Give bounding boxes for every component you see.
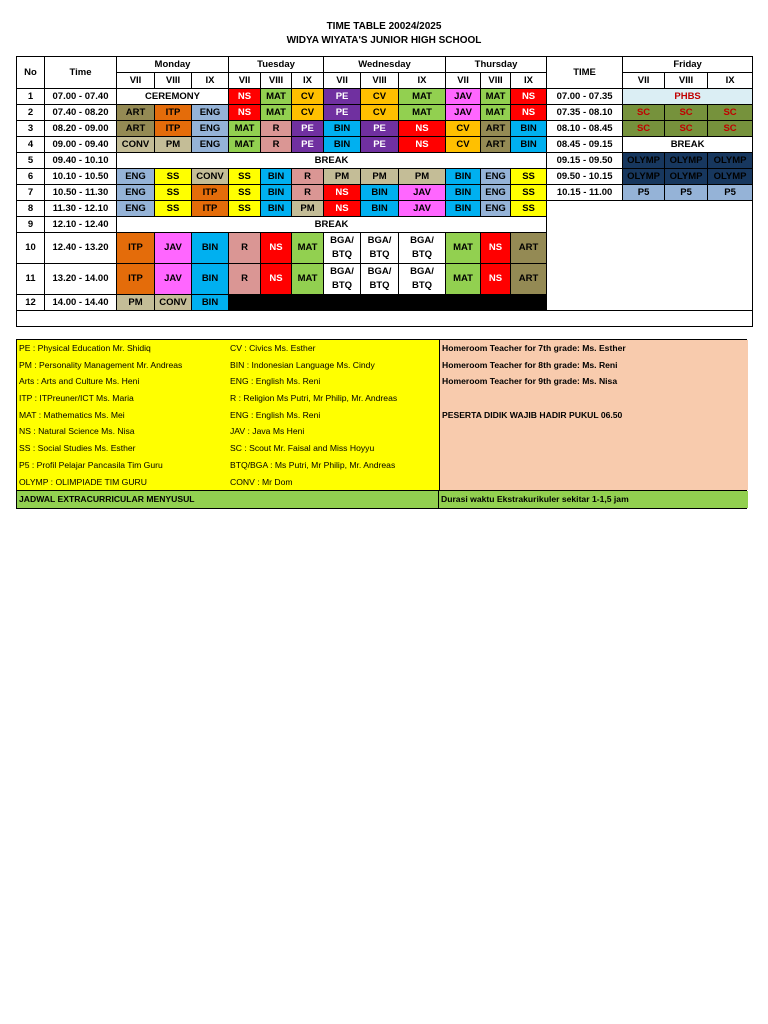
friday-cell: OLYMP [623,169,665,185]
row-time: 12.10 - 12.40 [45,217,117,233]
friday-time: 07.00 - 07.35 [547,89,623,105]
legend-item: Arts : Arts and Culture Ms. Heni [17,373,228,390]
subject-cell: SS [155,185,192,201]
row-time: 09.00 - 09.40 [45,137,117,153]
subject-cell: JAV [399,201,446,217]
subject-cell: ENG [481,201,511,217]
row-time: 09.40 - 10.10 [45,153,117,169]
homeroom-note: Homeroom Teacher for 8th grade: Ms. Reni [439,357,748,374]
legend-item: MAT : Mathematics Ms. Mei [17,407,228,424]
grade-header: VIII [481,73,511,89]
row-time: 12.40 - 13.20 [45,233,117,264]
spacer-row [17,311,753,327]
row-number: 12 [17,295,45,311]
friday-cell: PHBS [623,89,753,105]
subject-cell: NS [324,201,361,217]
friday-cell: OLYMP [665,153,708,169]
subject-cell: NS [481,233,511,264]
subject-cell: BGA/ BTQ [361,233,399,264]
row-number: 3 [17,121,45,137]
subject-cell: NS [324,185,361,201]
subject-cell: BGA/ BTQ [399,233,446,264]
friday-cell: SC [665,121,708,137]
subject-cell: CONV [155,295,192,311]
legend-item: P5 : Profil Pelajar Pancasila Tim Guru [17,457,228,474]
subject-cell: ITP [117,264,155,295]
subject-cell: PE [292,121,324,137]
grade-header: IX [292,73,324,89]
grade-header: IX [708,73,753,89]
subject-cell: BIN [261,201,292,217]
legend-item: SC : Scout Mr. Faisal and Miss Hoyyu [228,440,439,457]
subject-cell: CONV [117,137,155,153]
timetable-title: TIME TABLE 20024/2025 [326,21,442,32]
friday-cell: P5 [623,185,665,201]
friday-cell: SC [708,105,753,121]
subject-cell: BIN [361,201,399,217]
subject-cell: JAV [399,185,446,201]
subject-cell: BIN [511,121,547,137]
subject-cell: R [229,233,261,264]
subject-cell: CV [361,89,399,105]
table-row [17,153,753,169]
legend-item: NS : Natural Science Ms. Nisa [17,423,228,440]
subject-cell: PE [324,89,361,105]
subject-cell: MAT [481,105,511,121]
grade-header: VIII [155,73,192,89]
subject-cell: ENG [192,137,229,153]
grade-header: VII [446,73,481,89]
grade-header: VII [623,73,665,89]
legend-item: SS : Social Studies Ms. Esther [17,440,228,457]
subject-cell: BIN [511,137,547,153]
subject-cell: BGA/ BTQ [324,264,361,295]
grade-header: VIII [361,73,399,89]
subject-cell: ENG [117,185,155,201]
subject-cell: BIN [324,121,361,137]
subject-cell: ART [511,264,547,295]
friday-cell: OLYMP [665,169,708,185]
grade-header: VII [324,73,361,89]
homeroom-note [439,474,748,491]
subject-cell: BIN [192,264,229,295]
table-row [17,89,753,105]
header-no: No [17,57,45,89]
break-cell: BREAK [117,153,547,169]
header-friday: Friday [623,57,753,73]
legend-item: PM : Personality Management Mr. Andreas [17,357,228,374]
subject-cell: SS [155,201,192,217]
friday-time: 09.50 - 10.15 [547,169,623,185]
subject-cell: NS [511,89,547,105]
friday-time: 08.45 - 09.15 [547,137,623,153]
homeroom-note [439,390,748,407]
subject-cell: NS [481,264,511,295]
subject-cell: PE [361,121,399,137]
row-time: 07.00 - 07.40 [45,89,117,105]
subject-cell: MAT [261,105,292,121]
subject-cell: MAT [229,121,261,137]
subject-cell: ART [117,121,155,137]
legend-item: CV : Civics Ms. Esther [228,340,439,357]
subject-cell: PE [361,137,399,153]
subject-cell: CV [446,121,481,137]
subject-cell: MAT [229,137,261,153]
subject-cell: SS [229,169,261,185]
grade-header: VII [117,73,155,89]
homeroom-note: Homeroom Teacher for 9th grade: Ms. Nisa [439,373,748,390]
row-number: 7 [17,185,45,201]
subject-cell: BIN [192,233,229,264]
legend-item: ENG : English Ms. Reni [228,407,439,424]
subject-cell: BIN [261,169,292,185]
subject-cell: ENG [117,169,155,185]
subject-cell: ITP [192,185,229,201]
subject-cell: BGA/ BTQ [324,233,361,264]
legend-item: PE : Physical Education Mr. Shidiq [17,340,228,357]
legend-item: JAV : Java Ms Heni [228,423,439,440]
row-number: 10 [17,233,45,264]
subject-cell: ENG [481,169,511,185]
header-wednesday: Wednesday [324,57,446,73]
legend-item: BIN : Indonesian Language Ms. Cindy [228,357,439,374]
subject-cell: R [229,264,261,295]
legend-item: ITP : ITPreuner/ICT Ms. Maria [17,390,228,407]
friday-cell: SC [623,105,665,121]
school-name: WIDYA WIYATA'S JUNIOR HIGH SCHOOL [286,35,482,46]
subject-cell: R [261,137,292,153]
table-row [17,185,753,201]
subject-cell: MAT [446,264,481,295]
grade-header: VIII [665,73,708,89]
row-number: 4 [17,137,45,153]
subject-cell: ENG [481,185,511,201]
legend-item: BTQ/BGA : Ms Putri, Mr Philip, Mr. Andreas [228,457,439,474]
break-cell: BREAK [117,217,547,233]
grade-header: IX [399,73,446,89]
subject-cell: MAT [481,89,511,105]
row-time: 07.40 - 08.20 [45,105,117,121]
friday-time: 10.15 - 11.00 [547,185,623,201]
subject-cell: ITP [117,233,155,264]
friday-time: 09.15 - 09.50 [547,153,623,169]
homeroom-note: Homeroom Teacher for 7th grade: Ms. Esther [439,340,748,357]
title-block [0,20,768,48]
homeroom-note: PESERTA DIDIK WAJIB HADIR PUKUL 06.50 [439,407,748,424]
subject-cell: PE [324,105,361,121]
subject-cell: ENG [192,105,229,121]
friday-cell: P5 [708,185,753,201]
subject-cell: SS [511,169,547,185]
table-row [17,201,753,217]
extracurricular-duration: Durasi waktu Ekstrakurikuler sekitar 1-1,5 jam [439,491,748,508]
subject-cell: NS [261,233,292,264]
friday-cell: SC [623,121,665,137]
legend-item: ENG : English Ms. Reni [228,373,439,390]
row-time: 13.20 - 14.00 [45,264,117,295]
row-time: 10.10 - 10.50 [45,169,117,185]
subject-cell: NS [399,121,446,137]
ceremony-cell: CEREMONY [117,89,229,105]
subject-cell: MAT [292,264,324,295]
homeroom-note [439,440,748,457]
header-thursday: Thursday [446,57,547,73]
subject-cell: ART [481,137,511,153]
subject-cell: BIN [446,201,481,217]
friday-break-cell: BREAK [623,137,753,153]
subject-cell: BIN [192,295,229,311]
friday-cell: P5 [665,185,708,201]
row-number: 5 [17,153,45,169]
subject-cell: CV [446,137,481,153]
extracurricular-note: JADWAL EXTRACURRICULAR MENYUSUL [17,491,439,508]
subject-cell: PM [117,295,155,311]
subject-cell: R [292,169,324,185]
friday-cell: OLYMP [623,153,665,169]
row-number: 11 [17,264,45,295]
subject-cell: MAT [446,233,481,264]
legend [16,339,747,509]
subject-cell: ART [511,233,547,264]
friday-empty [547,201,753,311]
subject-cell: JAV [446,89,481,105]
subject-cell: MAT [399,89,446,105]
row-time: 08.20 - 09.00 [45,121,117,137]
subject-cell: ITP [155,121,192,137]
subject-cell: CV [292,89,324,105]
subject-cell: R [292,185,324,201]
subject-cell: SS [511,201,547,217]
friday-cell: SC [708,121,753,137]
subject-cell: PM [292,201,324,217]
subject-cell: NS [229,105,261,121]
header-friday-time: TIME [547,57,623,89]
subject-cell: MAT [399,105,446,121]
legend-item: CONV : Mr Dom [228,474,439,491]
subject-cell: PE [292,137,324,153]
subject-cell: BIN [324,137,361,153]
subject-cell: CV [361,105,399,121]
friday-cell: OLYMP [708,169,753,185]
subject-cell: NS [511,105,547,121]
subject-cell: ITP [192,201,229,217]
row-time: 10.50 - 11.30 [45,185,117,201]
subject-cell: SS [229,185,261,201]
table-row [17,121,753,137]
header-time: Time [45,57,117,89]
friday-cell: OLYMP [708,153,753,169]
subject-cell: ENG [117,201,155,217]
row-number: 1 [17,89,45,105]
friday-cell: SC [665,105,708,121]
subject-cell: BGA/ BTQ [399,264,446,295]
row-number: 8 [17,201,45,217]
row-number: 2 [17,105,45,121]
subject-cell: PM [324,169,361,185]
subject-cell: BGA/ BTQ [361,264,399,295]
grade-header: IX [511,73,547,89]
subject-cell: NS [261,264,292,295]
homeroom-note [439,423,748,440]
header-monday: Monday [117,57,229,73]
subject-cell: MAT [261,89,292,105]
subject-cell: CONV [192,169,229,185]
subject-cell: ENG [192,121,229,137]
row-time: 14.00 - 14.40 [45,295,117,311]
subject-cell: NS [229,89,261,105]
timetable [16,56,753,327]
subject-cell: JAV [446,105,481,121]
table-row [17,169,753,185]
row-number: 9 [17,217,45,233]
row-number: 6 [17,169,45,185]
table-row [17,105,753,121]
subject-cell: JAV [155,264,192,295]
homeroom-note [439,457,748,474]
subject-cell: R [261,121,292,137]
table-row [17,137,753,153]
header-tuesday: Tuesday [229,57,324,73]
legend-item: OLYMP : OLIMPIADE TIM GURU [17,474,228,491]
subject-cell: PM [399,169,446,185]
subject-cell: ART [481,121,511,137]
subject-cell: ART [117,105,155,121]
subject-cell: NS [399,137,446,153]
friday-time: 08.10 - 08.45 [547,121,623,137]
subject-cell: BIN [446,185,481,201]
subject-cell: MAT [292,233,324,264]
friday-time: 07.35 - 08.10 [547,105,623,121]
subject-cell: JAV [155,233,192,264]
subject-cell: SS [511,185,547,201]
subject-cell: SS [155,169,192,185]
subject-cell: SS [229,201,261,217]
grade-header: VIII [261,73,292,89]
subject-cell: ITP [155,105,192,121]
subject-cell: PM [155,137,192,153]
subject-cell: BIN [261,185,292,201]
subject-cell: PM [361,169,399,185]
legend-item: R : Religion Ms Putri, Mr Philip, Mr. Andreas [228,390,439,407]
row-time: 11.30 - 12.10 [45,201,117,217]
subject-cell: CV [292,105,324,121]
subject-cell: BIN [361,185,399,201]
subject-cell: BIN [446,169,481,185]
grade-header: IX [192,73,229,89]
empty-block [229,295,547,311]
grade-header: VII [229,73,261,89]
